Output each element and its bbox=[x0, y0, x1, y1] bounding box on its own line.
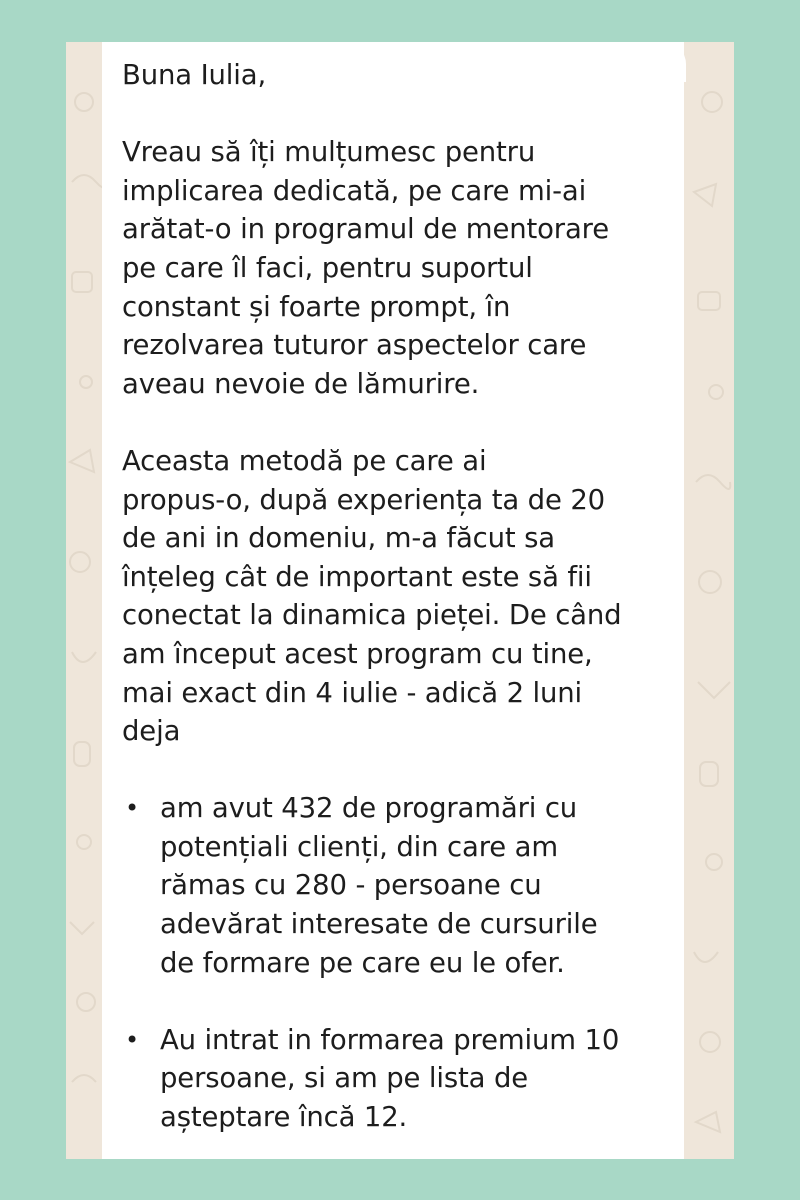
paragraph-method bbox=[122, 442, 684, 751]
message-line: aveau nevoie de lămurire. bbox=[122, 367, 480, 400]
message-line: Buna Iulia, bbox=[122, 59, 267, 91]
message-line: am început acest program cu tine, bbox=[122, 637, 593, 670]
message-line: așteptare încă 12. bbox=[160, 1101, 408, 1134]
greeting bbox=[122, 56, 684, 95]
message-line: de formare pe care eu le ofer. bbox=[160, 946, 565, 979]
message-line: conectat la dinamica pieței. De când bbox=[122, 599, 622, 632]
chat-window[interactable] bbox=[66, 42, 734, 1159]
message-line: rezolvarea tuturor aspectelor care bbox=[122, 329, 587, 362]
message-line: potențiali clienți, din care am bbox=[160, 830, 558, 863]
message-line: propus-o, după experiența ta de 20 bbox=[122, 483, 606, 516]
list-item bbox=[122, 1021, 684, 1137]
bullet-icon: • bbox=[124, 794, 139, 823]
message-line: implicarea dedicată, pe care mi-ai bbox=[122, 174, 587, 207]
message-line: deja bbox=[122, 715, 181, 748]
message-line: constant și foarte prompt, în bbox=[122, 290, 511, 323]
message-line: Au intrat in formarea premium 10 bbox=[160, 1023, 620, 1056]
message-line: de ani in domeniu, m-a făcut sa bbox=[122, 522, 556, 555]
message-line: adevărat interesate de cursurile bbox=[160, 908, 598, 941]
results-list bbox=[122, 789, 684, 1136]
list-item bbox=[122, 789, 684, 982]
message-line: persoane, si am pe lista de bbox=[160, 1062, 529, 1095]
message-bubble[interactable] bbox=[102, 42, 684, 1159]
message-line: mai exact din 4 iulie - adică 2 luni bbox=[122, 676, 583, 709]
bullet-icon: • bbox=[124, 1025, 139, 1054]
message-line: Vreau să îți mulțumesc pentru bbox=[122, 136, 536, 169]
message-line: înțeleg cât de important este să fii bbox=[122, 560, 592, 593]
message-line: arătat-o in programul de mentorare bbox=[122, 213, 609, 246]
message-line: Aceasta metodă pe care ai bbox=[122, 444, 487, 477]
paragraph-thanks bbox=[122, 133, 684, 403]
message-line: pe care îl faci, pentru suportul bbox=[122, 251, 533, 284]
message-line: am avut 432 de programări cu bbox=[160, 792, 578, 825]
message-line: rămas cu 280 - persoane cu bbox=[160, 869, 542, 902]
